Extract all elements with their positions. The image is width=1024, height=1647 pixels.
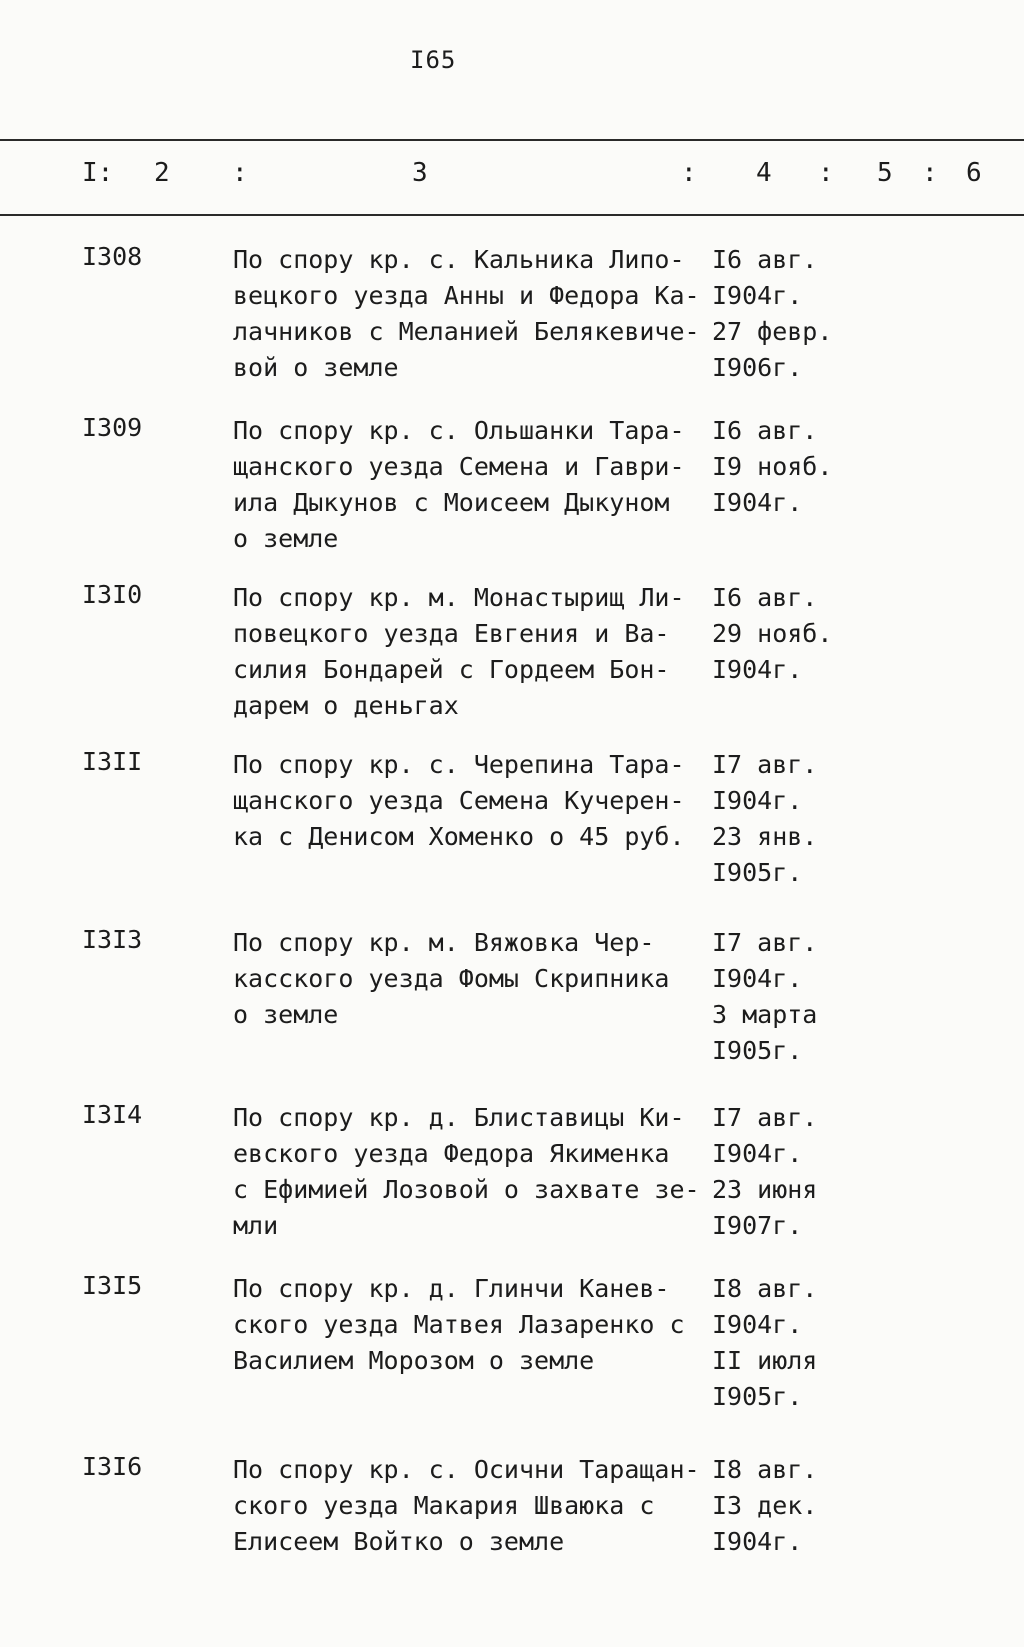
date-line: I7 авг. <box>712 928 818 957</box>
description-line: По спору кр. м. Монастырищ Ли- <box>233 583 685 612</box>
col-header-4: 4 <box>756 158 772 188</box>
entry-description <box>233 1271 703 1379</box>
entry-number: I3II <box>82 747 143 776</box>
description-line: о земле <box>233 1000 339 1029</box>
description-line: мли <box>233 1211 279 1240</box>
date-line: I6 авг. <box>712 583 818 612</box>
header-top-rule <box>0 139 1024 141</box>
description-line: Василием Морозом о земле <box>233 1346 595 1375</box>
description-line: евского уезда Федора Якименка <box>233 1139 670 1168</box>
description-line: вой о земле <box>233 353 399 382</box>
entry-number: I3I0 <box>82 580 143 609</box>
date-line: II июля <box>712 1346 818 1375</box>
description-line: По спору кр. с. Осични Таращан- <box>233 1455 700 1484</box>
entry-description <box>233 1452 703 1560</box>
date-line: I904г. <box>712 1139 803 1168</box>
description-line: По спору кр. с. Кальника Липо- <box>233 245 685 274</box>
description-line: Елисеем Войтко о земле <box>233 1527 565 1556</box>
date-line: I6 авг. <box>712 245 818 274</box>
date-line: I906г. <box>712 353 803 382</box>
description-line: ского уезда Матвея Лазаренко с <box>233 1310 685 1339</box>
entry-dates <box>712 413 862 521</box>
col-header-6: 6 <box>966 158 982 188</box>
col-header-5: 5 <box>877 158 893 188</box>
entry-dates <box>712 925 862 1069</box>
col-header-1: I: <box>82 158 114 188</box>
date-line: I8 авг. <box>712 1274 818 1303</box>
entry-description <box>233 747 703 855</box>
entry-description <box>233 1100 703 1244</box>
col-header-2: 2 <box>154 158 170 188</box>
date-line: I9 нояб. <box>712 452 833 481</box>
description-line: По спору кр. с. Ольшанки Тара- <box>233 416 685 445</box>
entry-number: I3I6 <box>82 1452 143 1481</box>
entry-number: I3I5 <box>82 1271 143 1300</box>
date-line: 3 марта <box>712 1000 818 1029</box>
col-header-3: 3 <box>412 158 428 188</box>
entry-description <box>233 242 703 386</box>
date-line: I905г. <box>712 1382 803 1411</box>
entry-description <box>233 580 703 724</box>
col-separator: : <box>681 158 697 188</box>
description-line: вецкого уезда Анны и Федора Ка- <box>233 281 700 310</box>
date-line: I6 авг. <box>712 416 818 445</box>
entry-dates <box>712 747 862 891</box>
date-line: I904г. <box>712 786 803 815</box>
entry-dates <box>712 242 862 386</box>
date-line: 29 нояб. <box>712 619 833 648</box>
entry-number: I309 <box>82 413 143 442</box>
description-line: ского уезда Макария Шваюка с <box>233 1491 655 1520</box>
description-line: По спору кр. д. Глинчи Канев- <box>233 1274 670 1303</box>
description-line: силия Бондарей с Гордеем Бон- <box>233 655 670 684</box>
date-line: 27 февр. <box>712 317 833 346</box>
description-line: По спору кр. д. Блиставицы Ки- <box>233 1103 685 1132</box>
entry-dates <box>712 1271 862 1415</box>
date-line: I7 авг. <box>712 750 818 779</box>
date-line: I904г. <box>712 1527 803 1556</box>
entry-number: I308 <box>82 242 143 271</box>
description-line: о земле <box>233 524 339 553</box>
page-number: I65 <box>410 46 457 74</box>
entry-number: I3I3 <box>82 925 143 954</box>
description-line: щанского уезда Семена Кучерен- <box>233 786 685 815</box>
entry-dates <box>712 1100 862 1244</box>
description-line: с Ефимией Лозовой о захвате зе- <box>233 1175 700 1204</box>
description-line: лачников с Меланией Белякевиче- <box>233 317 700 346</box>
entry-dates <box>712 580 862 688</box>
date-line: I904г. <box>712 964 803 993</box>
description-line: повецкого уезда Евгения и Ва- <box>233 619 670 648</box>
description-line: дарем о деньгах <box>233 691 459 720</box>
description-line: По спору кр. с. Черепина Тара- <box>233 750 685 779</box>
entry-number: I3I4 <box>82 1100 143 1129</box>
description-line: ка с Денисом Хоменко о 45 руб. <box>233 822 685 851</box>
date-line: I905г. <box>712 1036 803 1065</box>
entry-description <box>233 413 703 557</box>
date-line: I904г. <box>712 488 803 517</box>
col-separator: : <box>232 158 248 188</box>
description-line: щанского уезда Семена и Гаври- <box>233 452 685 481</box>
date-line: I904г. <box>712 1310 803 1339</box>
date-line: 23 июня <box>712 1175 818 1204</box>
date-line: I8 авг. <box>712 1455 818 1484</box>
date-line: I7 авг. <box>712 1103 818 1132</box>
description-line: касского уезда Фомы Скрипника <box>233 964 670 993</box>
date-line: I904г. <box>712 655 803 684</box>
description-line: ила Дыкунов с Моисеем Дыкуном <box>233 488 670 517</box>
date-line: 23 янв. <box>712 822 818 851</box>
entry-description <box>233 925 703 1033</box>
date-line: I904г. <box>712 281 803 310</box>
entry-dates <box>712 1452 862 1560</box>
col-separator: : <box>818 158 834 188</box>
col-separator: : <box>922 158 938 188</box>
date-line: I907г. <box>712 1211 803 1240</box>
date-line: I3 дек. <box>712 1491 818 1520</box>
header-bottom-rule <box>0 214 1024 216</box>
description-line: По спору кр. м. Вяжовка Чер- <box>233 928 655 957</box>
date-line: I905г. <box>712 858 803 887</box>
